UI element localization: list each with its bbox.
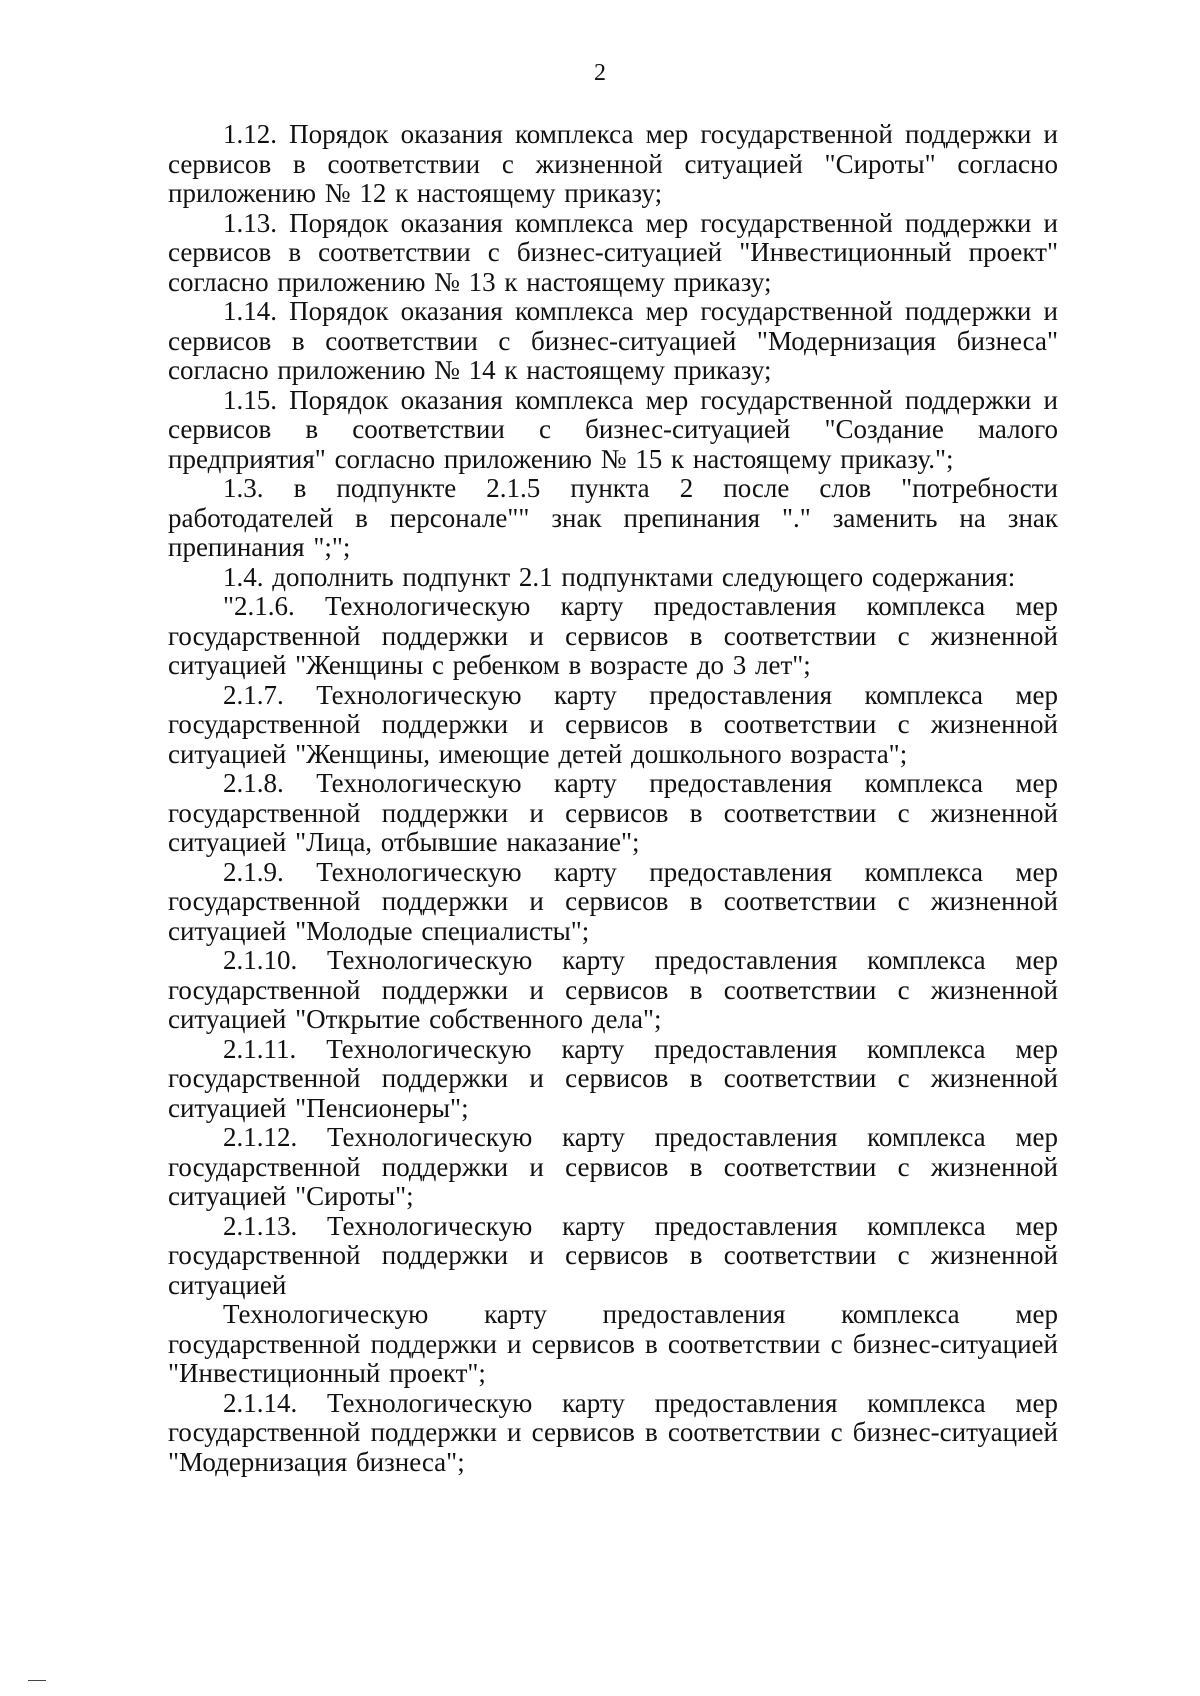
paragraph-2-1-13: 2.1.13. Технологическую карту предоставления комплекса мер государственной поддержки и сервисов в соответствии с жизненной ситуацией — [168, 1210, 1058, 1300]
paragraph-investment-card: Технологическую карту предоставления комплекса мер государственной поддержки и сервисов в соответствии с бизнес-ситуацией "Инвестиционный проект"; — [168, 1299, 1058, 1388]
paragraph-2-1-12: 2.1.12. Технологическую карту предоставления комплекса мер государственной поддержки и сервисов в соответствии с жизненной ситуацией "Сироты"; — [168, 1122, 1058, 1211]
paragraph-2-1-7: 2.1.7. Технологическую карту предоставления комплекса мер государственной поддержки и сервисов в соответствии с жизненной ситуацией "Женщины, имеющие детей дошкольного возраста"; — [168, 679, 1058, 769]
paragraph-2-1-10: 2.1.10. Технологическую карту предоставления комплекса мер государственной поддержки и сервисов в соответствии с жизненной ситуацией "Открытие собственного дела"; — [168, 945, 1058, 1034]
paragraph-2-1-8: 2.1.8. Технологическую карту предоставления комплекса мер государственной поддержки и сервисов в соответствии с жизненной ситуацией "Лица, отбывшие наказание"; — [168, 768, 1058, 857]
paragraph-1-3: 1.3. в подпункте 2.1.5 пункта 2 после слов "потребности работодателей в персонале"" знак препинания "." заменить на знак препинания ";"; — [168, 473, 1058, 562]
paragraph-1-12: 1.12. Порядок оказания комплекса мер государственной поддержки и сервисов в соответствии с жизненной ситуацией "Сироты" согласно приложению № 12 к настоящему приказу; — [168, 119, 1058, 208]
paragraph-1-13: 1.13. Порядок оказания комплекса мер государственной поддержки и сервисов в соответствии с бизнес-ситуацией "Инвестиционный проект" согласно приложению № 13 к настоящему приказу; — [168, 207, 1058, 297]
paragraph-1-14: 1.14. Порядок оказания комплекса мер государственной поддержки и сервисов в соответствии с бизнес-ситуацией "Модернизация бизнеса" согласно приложению № 14 к настоящему приказу; — [168, 296, 1058, 385]
paragraph-2-1-9: 2.1.9. Технологическую карту предоставления комплекса мер государственной поддержки и сервисов в соответствии с жизненной ситуацией "Молодые специалисты"; — [168, 856, 1058, 946]
document-body — [168, 120, 1058, 1477]
paragraph-2-1-6: "2.1.6. Технологическую карту предоставления комплекса мер государственной поддержки и сервисов в соответствии с жизненной ситуацией "Женщины с ребенком в возрасте до 3 лет"; — [168, 591, 1058, 680]
paragraph-2-1-14: 2.1.14. Технологическую карту предоставления комплекса мер государственной поддержки и сервисов в соответствии с бизнес-ситуацией "Модернизация бизнеса"; — [168, 1387, 1058, 1477]
scan-edge-mark — [28, 1680, 46, 1681]
paragraph-1-4: 1.4. дополнить подпункт 2.1 подпунктами следующего содержания: — [223, 561, 1016, 592]
paragraph-2-1-11: 2.1.11. Технологическую карту предоставления комплекса мер государственной поддержки и сервисов в соответствии с жизненной ситуацией "Пенсионеры"; — [168, 1033, 1058, 1123]
paragraph-1-15: 1.15. Порядок оказания комплекса мер государственной поддержки и сервисов в соответствии с бизнес-ситуацией "Создание малого предприятия" согласно приложению № 15 к настоящему приказу."; — [168, 384, 1058, 474]
page-number: 2 — [594, 60, 606, 86]
